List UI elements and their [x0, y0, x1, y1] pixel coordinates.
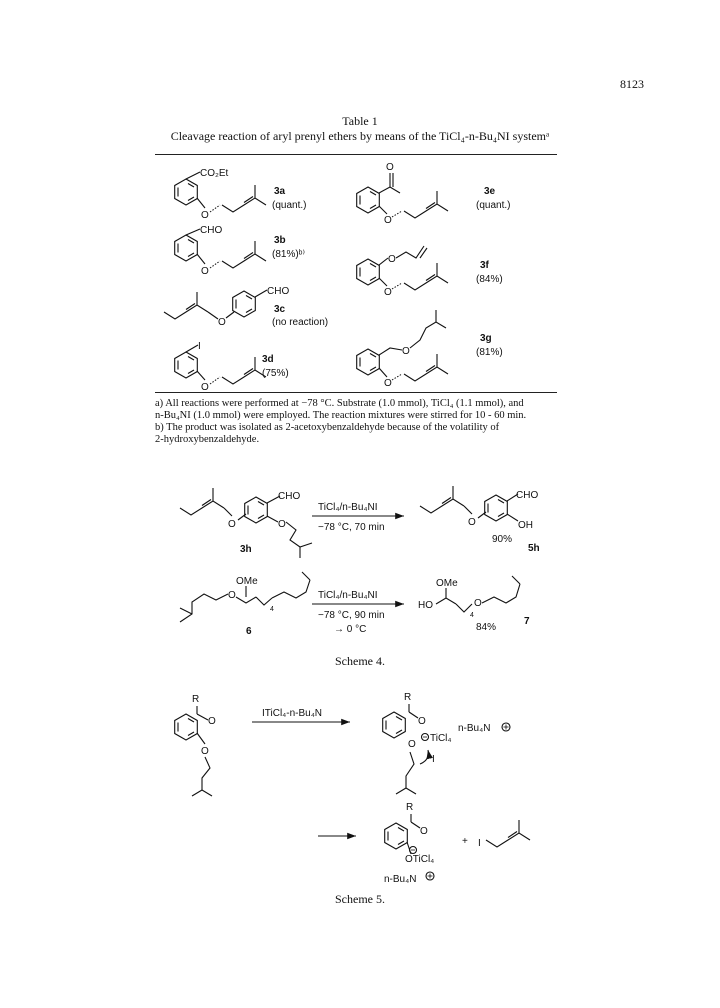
substituent-label: CHO	[200, 225, 223, 236]
svg-text:O: O	[384, 378, 392, 389]
scheme4-reaction2	[180, 572, 530, 637]
substituent-label: OMe	[236, 576, 258, 587]
compound-id: 3d	[262, 354, 274, 365]
footnote-line: a) All reactions were performed at −78 °C. Substrate (1.0 mmol), TiCl₄ (1.1 mmol), and	[155, 398, 524, 409]
group-label: O	[418, 716, 426, 727]
structure-3c	[164, 286, 328, 328]
compound-id: 3a	[274, 186, 286, 197]
svg-text:O: O	[278, 519, 286, 530]
svg-text:O: O	[201, 746, 209, 757]
structure-3a	[175, 168, 307, 221]
reagent-label: TiCl₄/n-Bu₄NI	[318, 590, 378, 601]
yield-label: (75%)	[262, 368, 289, 379]
svg-text:O: O	[228, 590, 236, 601]
group-label: R	[404, 692, 412, 703]
svg-text:O: O	[208, 716, 216, 727]
footnote-line: b) The product was isolated as 2-acetoxybenzaldehyde because of the volatility of	[155, 422, 500, 433]
footnote-line: 2-hydroxybenzaldehyde.	[155, 434, 260, 445]
yield-label: (quant.)	[272, 200, 307, 211]
reagent-label: TiCl₄/n-Bu₄NI	[318, 502, 378, 513]
scheme5-products	[384, 802, 530, 885]
svg-text:O: O	[228, 519, 236, 530]
structure-3f	[357, 246, 503, 298]
conditions-label: −78 °C, 90 min	[318, 610, 385, 621]
group-label: OTiCl₄	[405, 854, 435, 865]
substituent-label: O	[388, 254, 396, 265]
substituent-label: CHO	[278, 491, 301, 502]
page-number: 8123	[620, 77, 644, 91]
scheme5-label: Scheme 5.	[335, 892, 385, 906]
svg-text:O: O	[384, 287, 392, 298]
substituent-label: OH	[518, 520, 533, 531]
svg-text:R: R	[192, 694, 200, 705]
yield-label: (quant.)	[476, 200, 511, 211]
svg-text:O: O	[468, 517, 476, 528]
compound-id: 3c	[274, 304, 286, 315]
compound-id: 3b	[274, 235, 286, 246]
group-label: R	[406, 802, 414, 813]
svg-text:O: O	[218, 317, 226, 328]
group-label: I	[478, 838, 481, 849]
substituent-label: CHO	[267, 286, 290, 297]
substituent-label: HO	[418, 600, 433, 611]
structure-3d	[175, 341, 289, 393]
yield-label: 84%	[476, 622, 497, 633]
svg-text:O: O	[474, 598, 482, 609]
conditions-label: −78 °C, 70 min	[318, 522, 385, 533]
yield-label: 90%	[492, 534, 513, 545]
svg-text:O: O	[201, 382, 209, 393]
svg-text:O: O	[384, 215, 392, 226]
yield-label: (81%)	[476, 347, 503, 358]
compound-id: 3f	[480, 260, 489, 271]
structure-3g	[357, 310, 503, 389]
substituent-label: O	[386, 162, 394, 173]
substituent-label: CO₂Et	[200, 168, 229, 179]
compound-id: 3g	[480, 333, 492, 344]
table-title: Table 1	[342, 114, 378, 128]
plus-sign: +	[462, 836, 468, 847]
svg-text:O: O	[201, 266, 209, 277]
scheme4-reaction1	[180, 486, 540, 558]
compound-id: 7	[524, 616, 530, 627]
yield-label: (no reaction)	[272, 317, 329, 328]
reagent-label: ITiCl₄-n-Bu₄N	[262, 708, 323, 719]
compound-id: 5h	[528, 543, 540, 554]
group-label: O	[420, 826, 428, 837]
group-label: n-Bu₄N	[384, 874, 417, 885]
group-label: I	[432, 754, 435, 765]
scheme5-intermediate	[383, 692, 510, 794]
svg-text:O: O	[201, 210, 209, 221]
substituent-label: I	[198, 341, 201, 352]
chain-count: 4	[270, 606, 274, 613]
yield-label: (81%)ᵇ⁾	[272, 249, 305, 260]
svg-text:O: O	[408, 739, 416, 750]
compound-id: 3e	[484, 186, 496, 197]
structure-3b	[175, 225, 305, 277]
conditions-label: → 0 °C	[334, 624, 367, 635]
scheme4-label: Scheme 4.	[335, 654, 385, 668]
scheme5-substrate	[175, 694, 216, 796]
yield-label: (84%)	[476, 274, 503, 285]
compound-id: 3h	[240, 544, 252, 555]
structure-3e	[357, 162, 511, 226]
table-caption: Cleavage reaction of aryl prenyl ethers by means of the TiCl₄-n-Bu₄NI systemᵃ	[170, 129, 550, 143]
substituent-label: OMe	[436, 578, 458, 589]
group-label: TiCl₄	[430, 733, 452, 744]
footnote-line: n-Bu₄NI (1.0 mmol) were employed. The reaction mixtures were stirred for 10 - 60 min.	[155, 410, 527, 421]
svg-text:4: 4	[470, 612, 474, 619]
group-label: n-Bu₄N	[458, 723, 491, 734]
compound-id: 6	[246, 626, 252, 637]
substituent-label: CHO	[516, 490, 539, 501]
substituent-label: O	[402, 346, 410, 357]
